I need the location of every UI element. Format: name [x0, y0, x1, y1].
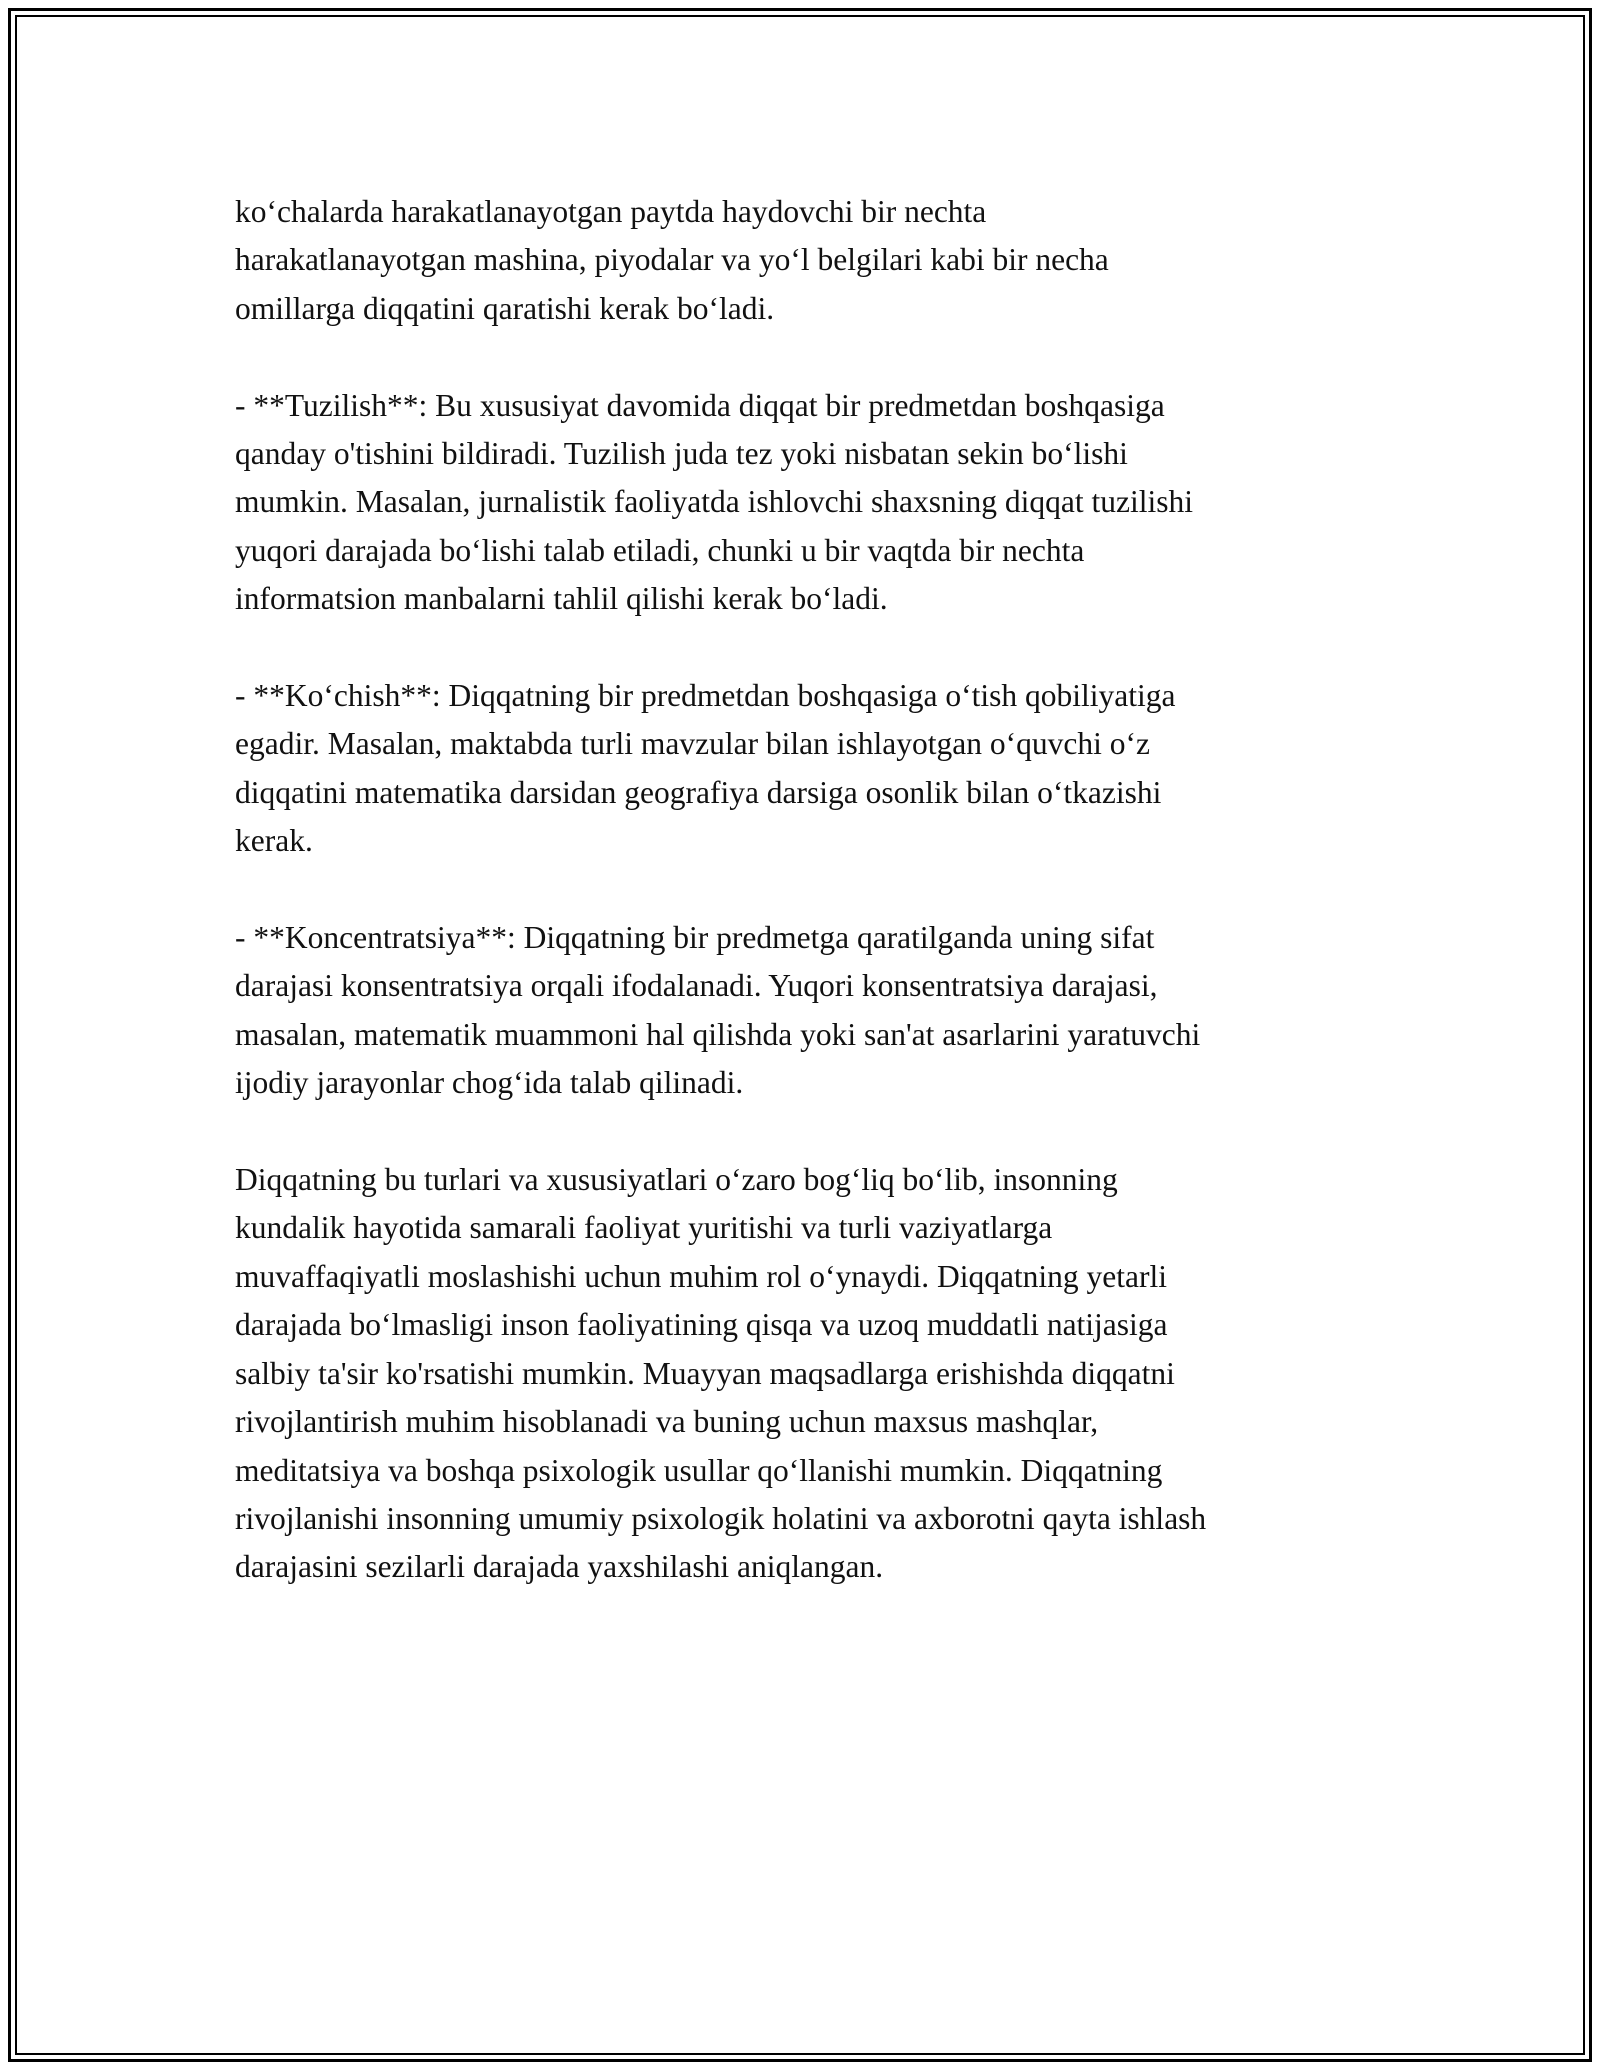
document-body — [235, 188, 1385, 1640]
paragraph-koncentratsiya: - **Koncentratsiya**: Diqqatning bir predmetga qaratilganda uning sifat darajasi konsentratsiya orqali ifodalanadi. Yuqori konsentratsiya darajasi, masalan, matematik muammoni hal qilishda yoki san'at asarlarini yaratuvchi ijodiy jarayonlar chog‘ida talab qilinadi. — [235, 920, 1201, 1101]
paragraph-intro-continuation: ko‘chalarda harakatlanayotgan paytda haydovchi bir nechta harakatlanayotgan mashina, piyodalar va yo‘l belgilari kabi bir necha omillarga diqqatini qaratishi kerak bo‘ladi. — [235, 194, 1109, 326]
paragraph-tuzilish: - **Tuzilish**: Bu xususiyat davomida diqqat bir predmetdan boshqasiga qanday o'tishini bildiradi. Tuzilish juda tez yoki nisbatan sekin bo‘lishi mumkin. Masalan, jurnalistik faoliyatda ishlovchi shaxsning diqqat tuzilishi yuqori darajada bo‘lishi talab etiladi, chunki u bir vaqtda bir nechta informatsion manbalarni tahlil qilishi kerak bo‘ladi. — [235, 387, 1193, 617]
paragraph-kochish: - **Ko‘chish**: Diqqatning bir predmetdan boshqasiga o‘tish qobiliyatiga egadir. Masalan, maktabda turli mavzular bilan ishlayotgan o‘quvchi o‘z diqqatini matematika darsidan geografiya darsiga osonlik bilan o‘tkazishi kerak. — [235, 678, 1176, 859]
paragraph-conclusion: Diqqatning bu turlari va xususiyatlari o‘zaro bog‘liq bo‘lib, insonning kundalik hayotida samarali faoliyat yuritishi va turli vaziyatlarga muvaffaqiyatli moslashishi uchun muhim rol o‘ynaydi. Diqqatning yetarli darajada bo‘lmasligi inson faoliyatining qisqa va uzoq muddatli natijasiga salbiy ta'sir ko'rsatishi mumkin. Muayyan maqsadlarga erishishda diqqatni rivojlantirish muhim hisoblanadi va buning uchun maxsus mashqlar, meditatsiya va boshqa psixologik usullar qo‘llanishi mumkin. Diqqatning rivojlanishi insonning umumiy psixologik holatini va axborotni qayta ishlash darajasini sezilarli darajada yaxshilashi aniqlangan. — [235, 1162, 1207, 1585]
